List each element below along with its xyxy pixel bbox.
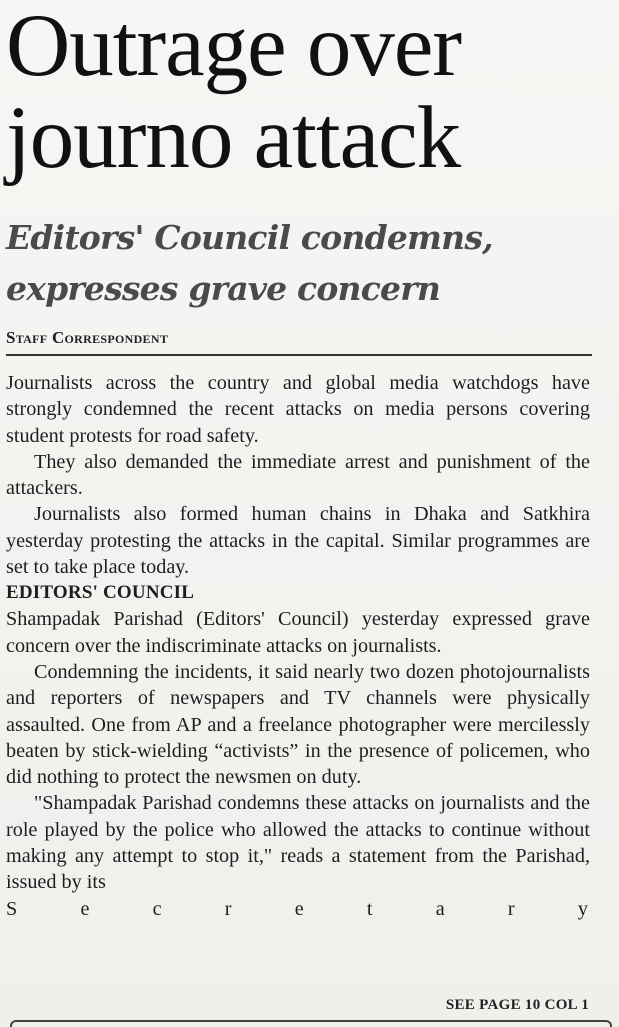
- headline: [6, 0, 612, 187]
- spaced-letter: e: [80, 897, 90, 920]
- subheadline-line-2: expresses grave concern: [6, 269, 441, 308]
- continuation-link[interactable]: SEE PAGE 10 COL 1: [445, 997, 589, 1013]
- headline-line-2: journo attack: [6, 89, 461, 187]
- headline-line-1: Outrage over: [6, 0, 462, 95]
- spaced-letter: e: [294, 897, 304, 920]
- spaced-letter: r: [224, 897, 232, 920]
- next-article-edge: [10, 1020, 612, 1027]
- paragraph-6: "Shampadak Parishad condemns these attacks on journalists and the role played by the police who allowed the attacks to continue without making any attempt to stop it," reads a statement from the Parishad, issued by its: [6, 792, 590, 894]
- subheadline-line-1: Editors' Council condemns,: [6, 218, 493, 257]
- section-heading: EDITORS' COUNCIL: [6, 582, 195, 604]
- subheadline: [6, 212, 612, 314]
- paragraph-3: Journalists also formed human chains in Dhaka and Satkhira yesterday protesting the attacks in the capital. Similar programmes are set to take place today.: [6, 503, 590, 579]
- paragraph-2: They also demanded the immediate arrest and punishment of the attackers.: [6, 450, 590, 500]
- byline-divider: [6, 354, 592, 356]
- byline: Staff Correspondent: [6, 328, 169, 347]
- spaced-letter: c: [152, 897, 162, 920]
- paragraph-4: Shampadak Parishad (Editors' Council) yesterday expressed grave concern over the indiscriminate attacks on journalists.: [6, 608, 590, 657]
- spaced-last-line: [6, 896, 590, 922]
- spaced-letter: r: [507, 897, 515, 920]
- spaced-letter: t: [366, 897, 373, 920]
- article-body: [6, 370, 590, 922]
- paragraph-5: Condemning the incidents, it said nearly two dozen photojournalists and reporters of newspapers and TV channels were physically assaulted. One from AP and a freelance photographer were mercilessly beaten by stick-wielding “activists” in the presence of policemen, who did nothing to protect the newsmen on duty.: [6, 660, 590, 789]
- spaced-letter: a: [435, 897, 445, 920]
- spaced-letter: S: [6, 897, 18, 920]
- paragraph-1: Journalists across the country and global media watchdogs have strongly condemned the recent attacks on media persons covering student protests for road safety.: [6, 372, 590, 447]
- spaced-letter: y: [577, 897, 588, 920]
